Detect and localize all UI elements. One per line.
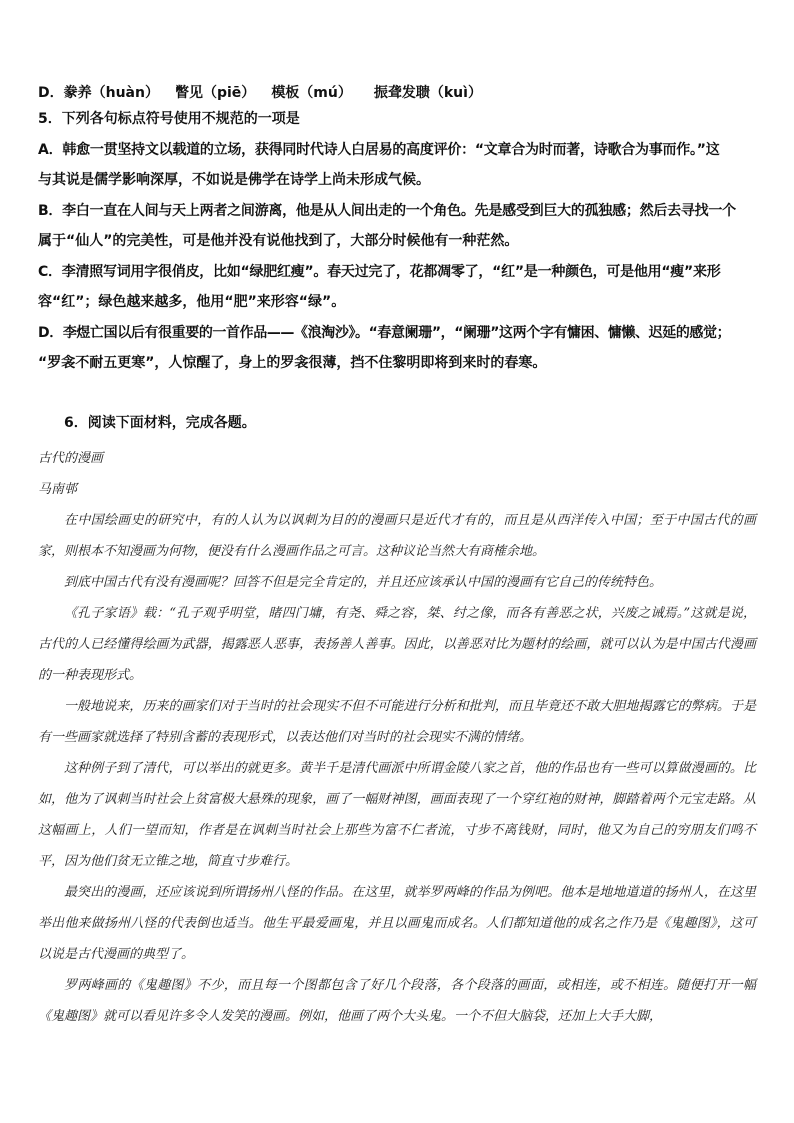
passage-paragraph: 在中国绘画史的研究中，有的人认为以讽刺为目的的漫画只是近代才有的，而且是从西洋传入中国；至于中国古代的画家，则根本不知漫画为何物，便没有什么漫画作品之可言。这种议论当然大有商榷余地。 xyxy=(38,513,756,559)
reading-passage xyxy=(38,443,756,1032)
question-6-stem: 6．阅读下面材料，完成各题。 xyxy=(64,415,256,431)
question-stem: 5．下列各句标点符号使用不规范的一项是 xyxy=(38,111,300,127)
option-d-line-2: “罗衾不耐五更寒”，人惊醒了，身上的罗衾很薄，挡不住黎明即将到来时的春寒。 xyxy=(38,355,547,371)
option-b-line-1: B．李白一直在人间与天上两者之间游离，他是从人间出走的一个角色。先是感受到巨大的孤独感；然后去寻找一个 xyxy=(38,202,736,219)
passage-paragraph: 一般地说来，历来的画家们对于当时的社会现实不但不可能进行分析和批判，而且毕竟还不敢大胆地揭露它的弊病。于是有一些画家就选择了特别含蓄的表现形式，以表达他们对当时的社会现实不满的情绪。 xyxy=(38,699,756,745)
option-c-line-1: C．李清照写词用字很俏皮，比如“绿肥红瘦”。春天过完了，花都凋零了，“红”是一种颜色，可是他用“瘦”来形 xyxy=(38,263,721,280)
passage-title: 古代的漫画 xyxy=(38,451,104,466)
passage-paragraph: 罗两峰画的《鬼趣图》不少，而且每一个图都包含了好几个段落，各个段落的画面，或相连，或不相连。随便打开一幅《鬼趣图》就可以看见许多令人发笑的漫画。例如，他画了两个大头鬼。一个不但大脑袋，还加上大手大脚， xyxy=(38,978,756,1024)
passage-paragraph: 《孔子家语》载：“孔子观乎明堂，睹四门墉，有尧、舜之容，桀、纣之像，而各有善恶之状，兴废之诫焉。”这就是说，古代的人已经懂得绘画为武器，揭露恶人恶事，表扬善人善事。因此，以善恶对比为题材的绘画，就可以认为是中国古代漫画的一种表现形式。 xyxy=(38,606,756,683)
option-item: 豢养（huàn） xyxy=(63,85,159,101)
passage-author: 马南邨 xyxy=(38,482,78,497)
option-a-line-1: A．韩愈一贯坚持文以载道的立场，获得同时代诗人白居易的高度评价：“文章合为时而著，诗歌合为事而作。”这 xyxy=(38,141,720,158)
option-b-line-2: 属于“仙人”的完美性，可是他并没有说他找到了，大部分时候他有一种茫然。 xyxy=(38,233,519,249)
option-c-line-2: 容“红”；绿色越来越多，他用“肥”来形容“绿”。 xyxy=(38,294,346,310)
option-item: 瞥见（piē） xyxy=(174,85,256,101)
option-item: 振聋发聩（kuì） xyxy=(373,85,482,101)
passage-paragraph: 最突出的漫画，还应该说到所谓扬州八怪的作品。在这里，就举罗两峰的作品为例吧。他本是地地道道的扬州人，在这里举出他来做扬州八怪的代表倒也适当。他生平最爱画鬼，并且以画鬼而成名。人们都知道他的成名之作乃是《鬼趣图》，这可以说是古代漫画的典型了。 xyxy=(38,885,756,962)
option-label: D． xyxy=(38,85,64,101)
question-5 xyxy=(38,104,756,379)
passage-paragraph: 到底中国古代有没有漫画呢？回答不但是完全肯定的，并且还应该承认中国的漫画有它自己的传统特色。 xyxy=(64,575,663,590)
option-d-line-1: D．李煜亡国以后有很重要的一首作品——《浪淘沙》。“春意阑珊”，“阑珊”这两个字有慵困、慵懒、迟延的感觉； xyxy=(38,324,731,341)
passage-paragraph: 这种例子到了清代，可以举出的就更多。黄半千是清代画派中所谓金陵八家之首，他的作品也有一些可以算做漫画的。比如，他为了讽刺当时社会上贫富极大悬殊的现象，画了一幅财神图，画面表现了一个穿红袍的财神，脚踏着两个元宝走路。从这幅画上，人们一望而知，作者是在讽刺当时社会上那些为富不仁者流，寸步不离钱财，同时，他又为自己的穷朋友们鸣不平，因为他们贫无立锥之地，简直寸步难行。 xyxy=(38,761,756,869)
option-item: 模板（mú） xyxy=(271,85,352,101)
option-a-line-2: 与其说是儒学影响深厚，不如说是佛学在诗学上尚未形成气候。 xyxy=(38,172,430,188)
